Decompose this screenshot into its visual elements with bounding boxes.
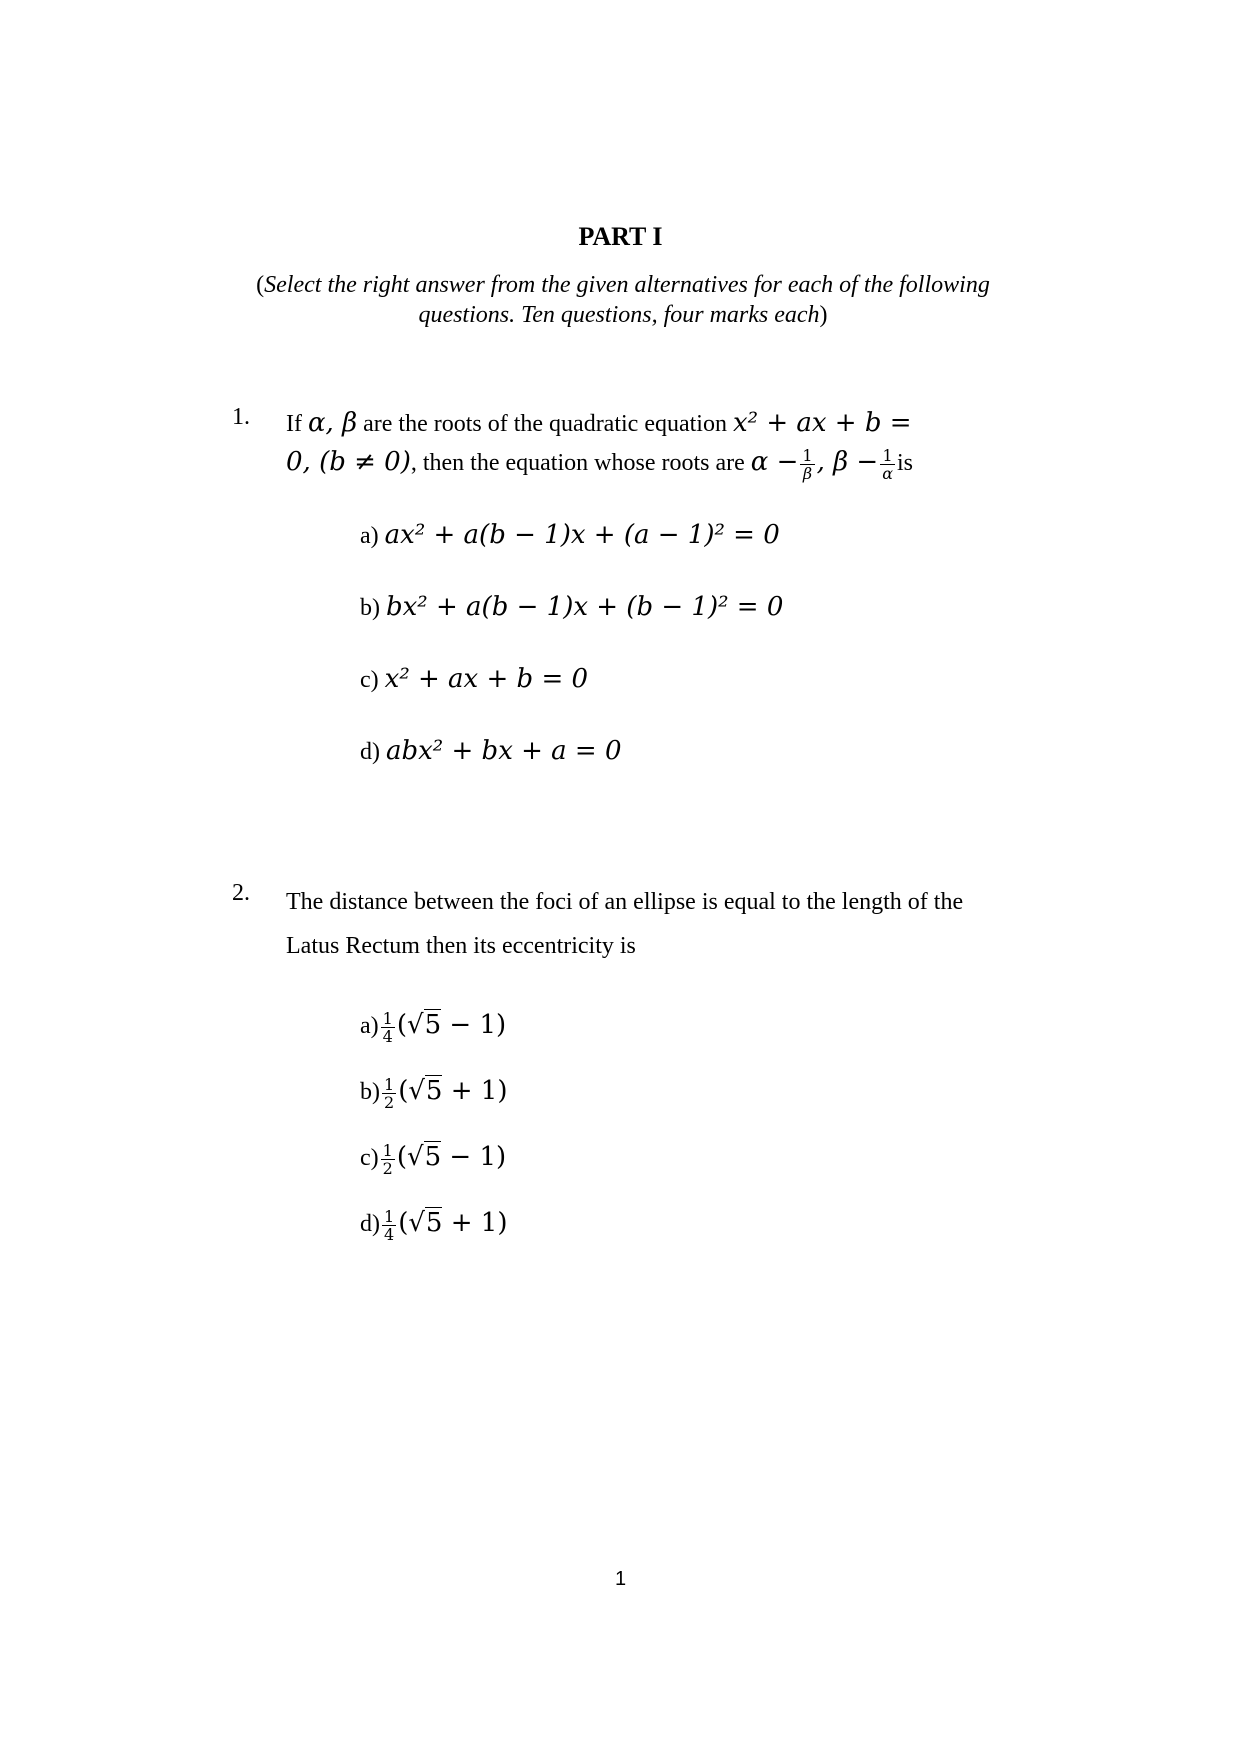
q1-equation-line2: 0, (b ≠ 0) (286, 447, 411, 477)
instructions-close-paren: ) (819, 302, 828, 328)
q1-if: If (286, 411, 302, 437)
q2-option-d-open: ( (398, 1208, 409, 1239)
q2-option-a-fraction (381, 1010, 395, 1045)
q2-option-a-expr: (√5 − 1) (396, 1010, 507, 1041)
q2-option-a-den: 4 (382, 1027, 393, 1046)
q1-option-d-expr: abx² + bx + a = 0 (386, 736, 622, 766)
q2-option-b-num: 1 (384, 1075, 395, 1094)
q1-equation-line1: x² + ax + b = (732, 408, 912, 438)
q2-option-c-label: c) (360, 1145, 379, 1172)
q2-option-a-rest: − 1) (441, 1010, 507, 1041)
q2-option-b-fraction (382, 1076, 396, 1111)
q1-fraction-1-den: β (802, 463, 813, 483)
q2-option-c-open: ( (396, 1142, 407, 1173)
q1-option-c-label: c) (360, 667, 379, 693)
q2-option-d-num: 1 (384, 1207, 395, 1226)
q1-roots-vars: α, β (307, 408, 358, 438)
q2-option-b-open: ( (398, 1076, 409, 1107)
q2-option-b-expr: (√5 + 1) (398, 1076, 508, 1107)
q1-option-b-label: b) (360, 595, 380, 621)
q2-option-b-den: 2 (384, 1093, 395, 1112)
q2-option-b-radicand: 5 (425, 1076, 443, 1107)
q2-option-d-fraction (382, 1208, 396, 1243)
instructions-text: Select the right answer from the given alternatives for each of the following questions. Ten questions, four marks each (264, 272, 990, 328)
q1-option-d (360, 736, 622, 766)
q1-fraction-2-den: α (882, 463, 893, 483)
instructions (220, 270, 1026, 330)
question-1-number: 1. (232, 404, 250, 430)
q1-beta-minus: , β − (816, 447, 879, 477)
q2-option-b (360, 1076, 507, 1111)
q2-option-a (360, 1010, 506, 1045)
part-title: PART I (578, 222, 663, 251)
q1-alpha-minus: α − (750, 447, 799, 477)
q2-option-a-num: 1 (382, 1009, 393, 1028)
question-1-text (286, 404, 1026, 482)
q1-middle: are the roots of the quadratic equation (363, 411, 727, 437)
q2-option-c-den: 2 (382, 1159, 393, 1178)
q2-option-d (360, 1208, 507, 1243)
q2-option-c-rest: − 1) (441, 1142, 507, 1173)
q2-option-c (360, 1142, 506, 1177)
q2-text-line1: The distance between the foci of an ellipse is equal to the length of the (286, 889, 964, 915)
q1-option-a (360, 520, 780, 550)
q2-option-d-radicand: 5 (425, 1208, 443, 1239)
q2-option-c-radicand: 5 (424, 1142, 442, 1173)
q2-option-d-expr: (√5 + 1) (398, 1208, 508, 1239)
q2-option-c-num: 1 (382, 1141, 393, 1160)
q1-option-a-label: a) (360, 523, 379, 549)
q1-option-a-expr: ax² + a(b − 1)x + (a − 1)² = 0 (384, 520, 780, 550)
q1-option-d-label: d) (360, 739, 380, 765)
q2-option-b-rest: + 1) (442, 1076, 508, 1107)
q1-option-c (360, 664, 588, 694)
q2-option-d-label: d) (360, 1211, 380, 1238)
q2-option-a-radicand: 5 (424, 1010, 442, 1041)
page-number: 1 (614, 1568, 627, 1590)
q1-option-c-expr: x² + ax + b = 0 (384, 664, 589, 694)
q2-text-line2: Latus Rectum then its eccentricity is (286, 933, 636, 959)
q1-fraction-2-num: 1 (880, 447, 895, 465)
q1-fraction-1-num: 1 (802, 445, 813, 465)
q1-is: is (897, 450, 914, 476)
q1-then: , then the equation whose roots are (410, 450, 745, 476)
q2-option-d-rest: + 1) (442, 1208, 508, 1239)
q1-fraction-1 (800, 447, 814, 482)
q2-option-d-den: 4 (384, 1225, 395, 1244)
q1-option-b-expr: bx² + a(b − 1)x + (b − 1)² = 0 (386, 592, 784, 622)
q1-fraction-2 (880, 447, 895, 482)
q2-option-c-expr: (√5 − 1) (396, 1142, 507, 1173)
q1-option-b (360, 592, 783, 622)
q2-option-a-label: a) (360, 1013, 379, 1040)
q2-option-b-label: b) (360, 1079, 380, 1106)
q2-option-c-fraction (381, 1142, 395, 1177)
question-2-text (286, 880, 1026, 968)
question-2-number: 2. (232, 880, 250, 906)
instructions-open-paren: ( (256, 272, 265, 298)
q2-option-a-open: ( (396, 1010, 407, 1041)
